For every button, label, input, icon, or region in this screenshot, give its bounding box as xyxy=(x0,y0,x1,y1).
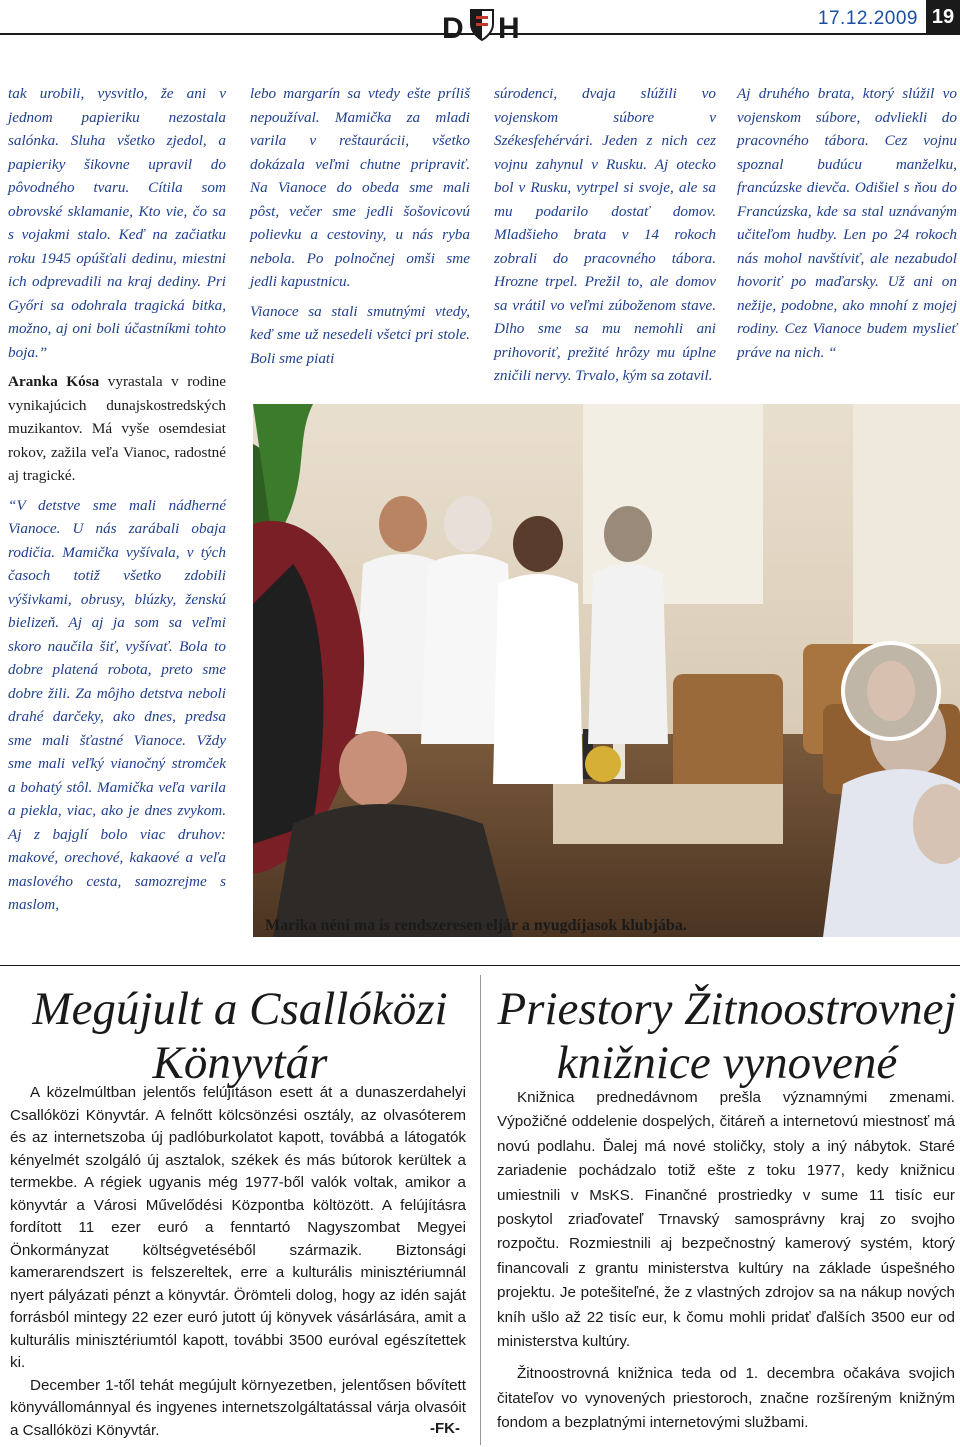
article-title-sk: Priestory Žitnoostrovnej knižnice vynovené xyxy=(497,983,957,1089)
col1-paragraph-1: tak urobili, vysvitlo, že ani v jednom papieriku nezostala salónka. Sluha všetko zjedol, a papieriky šikovne upravil do pôvodného tvaru. Cítila som obrovské sklamanie, Kto vie, čo sa s vojakmi stalo. Keď na začiatku roku 1945 opúšťali dedinu, miestni ich odprevadili na kraj dediny. Pri Győri sa odohrala tragická bitka, možno, aj oni boli účastníkmi tohto boja.” xyxy=(8,85,226,361)
article-hu-paragraph-1: A közelmúltban jelentős felújításon esett át a dunaszerdahelyi Csallóközi Könyvtár. A felnőtt kölcsönzési osztály, az olvasóterem és az internetszoba új padlóburkolatot kapott, továbbá a látogatók kényelmét szolgáló új asztalok, székek és más bútorok kerültek a termekbe. A régiek ugyanis még 1977-ből valók voltak, amikor a könyvtár a Városi Művelődési Központba költözött. A felújításra fordított 11 ezer euró a fenntartó Nagyszombat Megyei Önkormányzat költségvetéséből származik. Biztonsági kamerarendszert is felszereltek, erre a kulturális minisztériumnál nyert pályázati pénzt a könyvtár. Örömteli dolog, hogy az idén saját forrásból mintegy 22 ezer euró jutott új könyvek vásárlására, amit a kulturális minisztériumtól kapott, további 3500 euróval egészítettek ki. xyxy=(10,1084,466,1371)
text-column-1 xyxy=(8,82,226,917)
text-column-4 xyxy=(737,82,957,364)
text-column-3 xyxy=(494,82,716,388)
col1-paragraph-2 xyxy=(8,370,226,488)
article-body-sk xyxy=(497,1086,955,1436)
section-divider xyxy=(0,965,960,966)
column-divider xyxy=(480,975,481,1445)
article-sk-paragraph-1: Knižnica prednedávnom prešla významnými zmenami. Výpožičné oddelenie dospelých, čitáreň a internetovú miestnosť má novú podlahu. Ďalej má nové stoličky, stoly a iný nábytok. Staré zariadenie pochádzalo totiž ešte z toku 1977, kedy knižnicu umiestnili v MsKS. Finančné prostriedky v sume 11 tisíc eur poskytol zriaďovateľ Trnavský samosprávny kraj zo svojho rozpočtu. Rozmiestnili aj bezpečnostný kamerový systém, ktorý financovali z grantu ministerstva kultúry na základe úspešného projektu. Je potešiteľné, že z vlastných zdrojov sa na nákup nových kníh ušlo až 22 tisíc eur, k čomu mohli pridať ďalších 3500 eur od ministerstva kultúry. xyxy=(497,1089,955,1351)
col3-paragraph-1: súrodenci, dvaja slúžili vo vojenskom súbore v Székesfehérvári. Jeden z nich cez vojnu zahynul v Rusku. Aj otecko bol v Rusku, vytrpel si svoje, ale sa mu podarilo dostať domov. Mladšieho brata v 14 rokoch zobrali do pracovného tábora. Hrozne trpel. Prežil to, ale domov sa vrátil vo veľmi zúboženom stave. Dlho sme sa mu nemohli ani prihovoriť, prežité hrôzy mu úplne zničili nervy. Trvalo, kým sa zotavil. xyxy=(494,85,716,384)
club-photo xyxy=(253,404,960,937)
author-signature: -FK- xyxy=(430,1420,460,1437)
article-sk-paragraph-2: Žitnoostrovná knižnica teda od 1. decembra očakáva svojich čitateľov vo vynovených priestoroch, značne rozšíreným knižným fondom a bezplatnými internetovými službami. xyxy=(497,1365,955,1432)
person-name: Aranka Kósa xyxy=(8,373,100,390)
page-number: 19 xyxy=(926,0,960,34)
article-hu-paragraph-2: December 1-től tehát megújult környezetben, jelentősen bővített könyvállománnyal és ingyenes internetszolgáltatással várja olvasóit a Csallóközi Könyvtár. xyxy=(10,1376,466,1439)
col2-paragraph-1: lebo margarín sa vtedy ešte príliš nepoužíval. Mamička za mladi varila v reštaurácii, všetko dokázala veľmi chutne pripraviť. Na Vianoce do obeda sme mali pôst, večer sme jedli šošovicovú polievku a cestoviny, u nás ryba nebola. Po polnočnej omši sme jedli kapustnicu. xyxy=(250,85,470,290)
article-title-hu: Megújult a Csallóközi Könyvtár xyxy=(32,983,448,1089)
logo-letter-right: H xyxy=(498,12,520,44)
col2-paragraph-2: Vianoce sa stali smutnými vtedy, keď sme už nesedeli všetci pri stole. Boli sme piati xyxy=(250,302,470,367)
col1-paragraph-3: “V detstve sme mali nádherné Vianoce. U nás zarábali obaja rodičia. Mamička vyšívala, v tých časoch totiž všetko zdobili výšivkami, obrusy, blúzky, ženskú bielizeň. Aj aj ja som sa veľmi skoro naučila šiť, vyšívať. Bola to dobre platená robota, preto sme dobre žili. Za môjho detstva neboli drahé darčeky, ako dnes, predsa sme mali šťastné Vianoce. Vždy sme mali veľký vianočný stromček a bohatý stôl. Mamička veľa varila a piekla, viac, ako je dnes zvykom. Aj z bajglí bolo viac druhov: makové, orechové, kakaové a veľa maslového cesta, samozrejme s maslom, xyxy=(8,496,226,913)
text-column-2 xyxy=(250,82,470,370)
issue-date: 17.12.2009 xyxy=(817,8,918,29)
col4-paragraph-1: Aj druhého brata, ktorý slúžil vo vojenskom súbore, odvliekli do pracovného tábora. Cez vojnu spoznal budúcu manželku, francúzske dievča. Odišiel s ňou do Francúzska, kde sa stal uznávaným učiteľom hudby. Len po 24 rokoch nás mohol navštíviť, ale nezabudol hovoriť po maďarsky. Už ani on nežije, podobne, ako mnohí z mojej rodiny. Cez Vianoce budem myslieť práve na nich. “ xyxy=(737,85,957,361)
photo-caption: Marika néni ma is rendszeresen eljár a nyugdíjasok klubjába. xyxy=(265,917,687,934)
newspaper-logo xyxy=(440,4,526,44)
col1-paragraph-2-text: vyrastala v rodine vynikajúcich dunajskostredských muzikantov. Má vyše osemdesiat rokov, zažila veľa Vianoc, radostné aj tragické. xyxy=(8,373,227,484)
article-body-hu xyxy=(10,1082,466,1442)
logo-letter-left: D xyxy=(442,12,464,44)
